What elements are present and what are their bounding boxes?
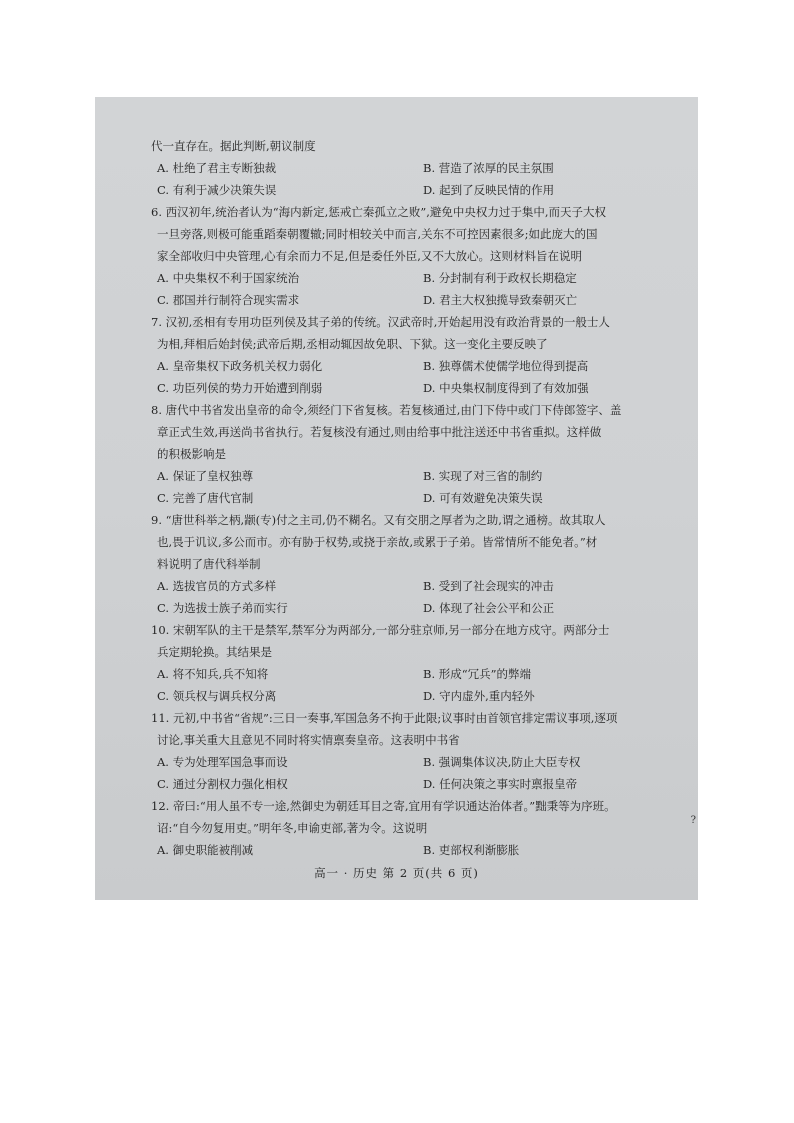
option-a: A. 御史职能被削减 <box>157 843 254 857</box>
option-a: A. 杜绝了君主专断独裁 <box>157 161 277 175</box>
option-d: D. 任何决策之事实时禀报皇帝 <box>423 777 578 791</box>
question-8 <box>151 399 681 509</box>
question-6 <box>151 201 681 311</box>
question-stem-line: 代一直存在。据此判断,朝议制度 <box>151 139 316 153</box>
question-stem-line: 家全部收归中央管理,心有余而力不足,但是委任外臣,又不大放心。这则材料旨在说明 <box>157 249 582 263</box>
question-stem-line: 兵定期轮换。其结果是 <box>157 645 272 659</box>
question-stem-line: 7. 汉初,丞相有专用功臣列侯及其子弟的传统。汉武帝时,开始起用没有政治背景的一般士人 <box>151 315 610 329</box>
option-b: B. 受到了社会现实的冲击 <box>423 579 554 593</box>
exam-content <box>151 135 681 861</box>
option-c: C. 完善了唐代官制 <box>157 491 254 505</box>
option-b: B. 实现了对三省的制约 <box>423 469 543 483</box>
option-c: C. 有利于减少决策失误 <box>157 183 277 197</box>
option-c: C. 郡国并行制符合现实需求 <box>157 293 300 307</box>
option-d: D. 守内虚外,重内轻外 <box>423 689 535 703</box>
question-11 <box>151 707 681 795</box>
options-grid <box>151 575 681 619</box>
question-stem-line: 10. 宋朝军队的主干是禁军,禁军分为两部分,一部分驻京师,另一部分在地方戍守。两部分士 <box>151 623 610 637</box>
options-grid <box>151 465 681 509</box>
option-c: C. 功臣列侯的势力开始遭到削弱 <box>157 381 323 395</box>
question-9 <box>151 509 681 619</box>
option-d: D. 君主大权独揽导致秦朝灭亡 <box>423 293 578 307</box>
option-d: D. 起到了反映民情的作用 <box>423 183 555 197</box>
question-stem-line: 12. 帝曰:“用人虽不专一途,然御史为朝廷耳目之寄,宜用有学识通达治体者。”黜秉等为序班。 <box>151 799 616 813</box>
options-grid <box>151 751 681 795</box>
option-d: D. 中央集权制度得到了有效加强 <box>423 381 589 395</box>
options-grid <box>151 157 681 201</box>
question-stem-line: 一旦旁落,则极可能重蹈秦朝覆辙;同时相较关中而言,关东不可控因素很多;如此庞大的国 <box>157 227 598 241</box>
option-b: B. 营造了浓厚的民主氛围 <box>423 161 554 175</box>
question-stem-line: 11. 元初,中书省“省规”:三日一奏事,军国急务不拘于此限;议事时由首领官排定需议事项,逐项 <box>151 711 618 725</box>
option-b: B. 吏部权利渐膨胀 <box>423 843 520 857</box>
option-a: A. 选拔官员的方式多样 <box>157 579 277 593</box>
option-d: D. 体现了社会公平和公正 <box>423 601 555 615</box>
question-stem-line: 也,畏于讥议,多公而市。亦有胁于权势,或挠于亲故,或累于子弟。皆常情所不能免者。”材 <box>157 535 598 549</box>
option-a: A. 专为处理军国急事而设 <box>157 755 288 769</box>
scanned-page-photo <box>95 97 698 900</box>
question-7 <box>151 311 681 399</box>
question-stem-line: 为相,拜相后始封侯;武帝后期,丞相动辄因故免职、下狱。这一变化主要反映了 <box>157 337 548 351</box>
option-c: C. 为选拔士族子弟而实行 <box>157 601 288 615</box>
options-grid <box>151 267 681 311</box>
option-a: A. 皇帝集权下政务机关权力弱化 <box>157 359 323 373</box>
question-stem-line: 讨论,事关重大且意见不同时将实情禀奏皇帝。这表明中书省 <box>157 733 460 747</box>
option-b: B. 形成“冗兵”的弊端 <box>423 667 532 681</box>
option-d: D. 可有效避免决策失误 <box>423 491 543 505</box>
question-10 <box>151 619 681 707</box>
option-b: B. 分封制有利于政权长期稳定 <box>423 271 577 285</box>
question-12 <box>151 795 681 861</box>
option-c: C. 通过分割权力强化相权 <box>157 777 288 791</box>
edge-mark: ? <box>690 815 696 826</box>
question-stem-line: 料说明了唐代科举制 <box>157 557 261 571</box>
option-b: B. 强调集体议决,防止大臣专权 <box>423 755 581 769</box>
options-grid <box>151 839 681 861</box>
option-c: C. 领兵权与调兵权分离 <box>157 689 277 703</box>
option-a: A. 保证了皇权独尊 <box>157 469 254 483</box>
option-b: B. 独尊儒术使儒学地位得到提高 <box>423 359 589 373</box>
options-grid <box>151 663 681 707</box>
options-grid <box>151 355 681 399</box>
question-stem-line: 6. 西汉初年,统治者认为“海内新定,惩戒亡秦孤立之败”,避免中央权力过于集中,而天子大权 <box>151 205 607 219</box>
option-a: A. 将不知兵,兵不知将 <box>157 667 269 681</box>
page-footer: 高一 · 历史 第 2 页(共 6 页) <box>314 866 479 880</box>
question-lead <box>151 135 681 201</box>
question-stem-line: 8. 唐代中书省发出皇帝的命令,须经门下省复核。若复核通过,由门下侍中或门下侍郎签字、盖 <box>151 403 622 417</box>
option-a: A. 中央集权不利于国家统治 <box>157 271 300 285</box>
question-stem-line: 9. “唐世科举之柄,颛(专)付之主司,仍不糊名。又有交朋之厚者为之助,谓之通榜。故其取人 <box>151 513 606 527</box>
question-stem-line: 的积极影响是 <box>157 447 226 461</box>
question-stem-line: 诏:“自今勿复用吏。”明年冬,申谕吏部,著为令。这说明 <box>157 821 428 835</box>
question-stem-line: 章正式生效,再送尚书省执行。若复核没有通过,则由给事中批注送还中书省重拟。这样做 <box>157 425 602 439</box>
